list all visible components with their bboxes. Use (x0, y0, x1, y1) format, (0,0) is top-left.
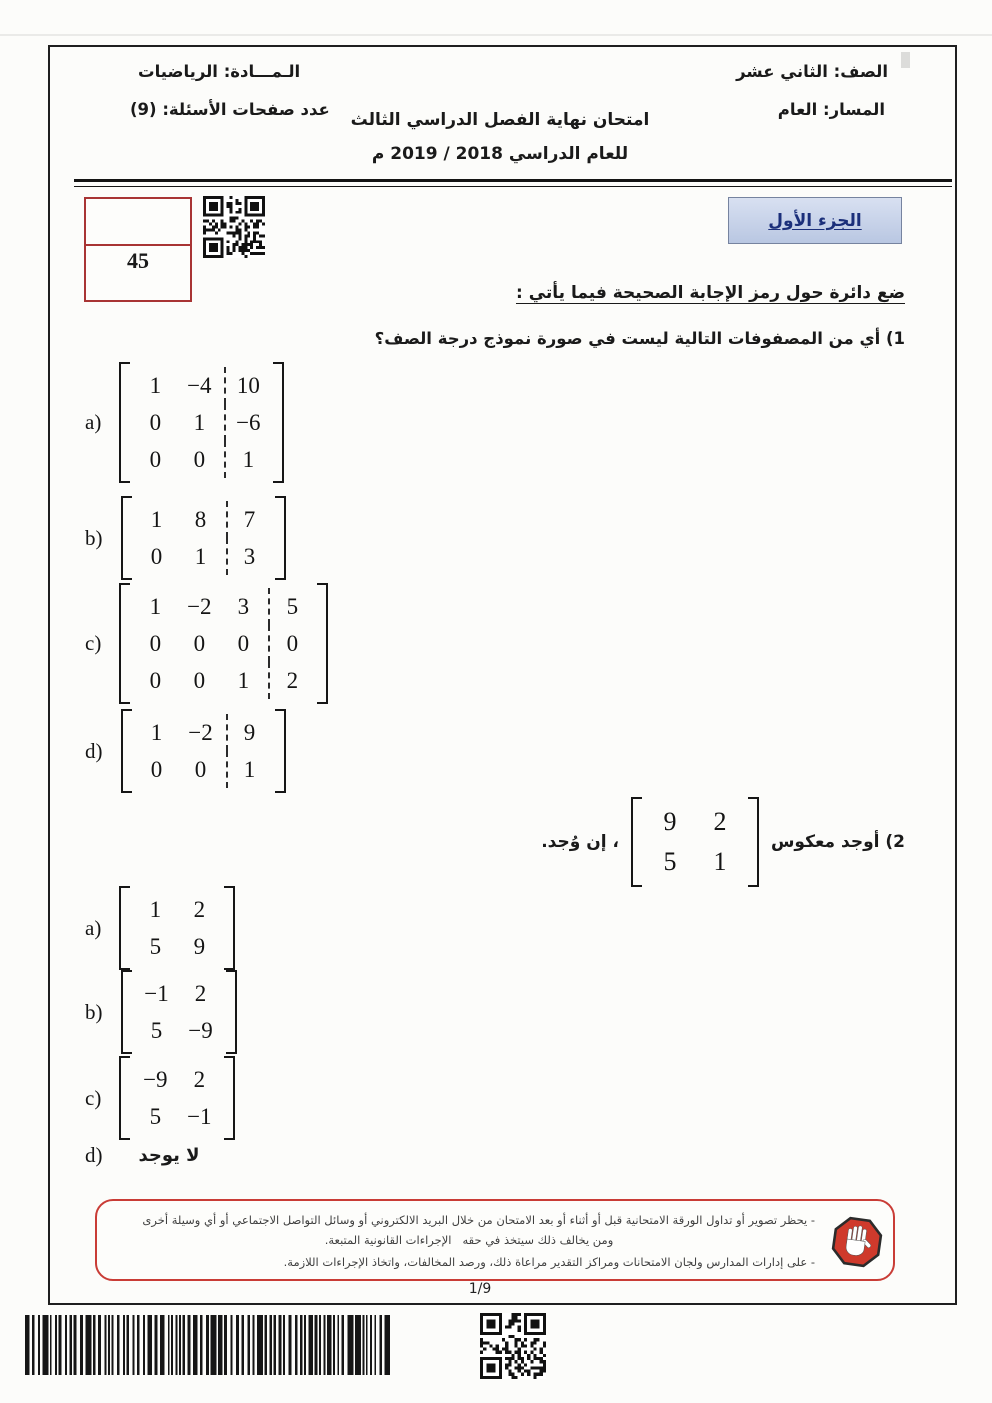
q1-option-d-matrix: 1 −2 9 0 0 1 (121, 709, 286, 793)
question-2-text-suffix: ، إن وُجد. (541, 832, 619, 852)
header-divider (74, 179, 952, 187)
warning-line-2: ومن يخالف ذلك سيتخذ في حقه الإجراءات القانونية المتبعة. (324, 1233, 614, 1248)
question-2-text: 2) أوجد معكوس (770, 832, 905, 852)
q2-option-d (85, 1143, 200, 1168)
q1-option-a (85, 362, 284, 483)
q2-option-c-matrix: −9 2 5 −1 (119, 1056, 235, 1140)
q1-option-c (85, 583, 328, 704)
q2-option-a-matrix: 1 2 5 9 (119, 886, 235, 970)
warning-box (95, 1199, 895, 1281)
q2-option-d-label: d) (85, 1143, 103, 1167)
stop-hand-icon (831, 1216, 883, 1268)
instructions-heading: ضع دائرة حول رمز الإجابة الصحيحة فيما يأتي : (515, 283, 905, 303)
q2-option-c-label: c) (85, 1085, 102, 1110)
class-label: الصف: الثاني عشر (736, 62, 888, 81)
scan-smudge (901, 52, 910, 68)
q1-option-d (85, 709, 286, 793)
qr-code-icon (203, 196, 265, 258)
question-2 (541, 797, 905, 887)
q2-option-b-label: b) (85, 999, 103, 1024)
q1-option-c-matrix: 1 −2 3 5 0 0 0 0 0 0 1 2 (119, 583, 328, 704)
score-total: 45 (127, 248, 149, 273)
score-box-empty-cell (86, 199, 190, 246)
exam-title-line2: للعام الدراسي 2018 / 2019 م (371, 144, 629, 164)
page-number: 1/9 (468, 1281, 492, 1297)
q2-option-d-text: لا يوجد (138, 1145, 200, 1166)
q1-option-b-label: b) (85, 525, 103, 550)
score-box (84, 197, 192, 302)
q2-option-a (85, 886, 235, 970)
question-1-text: 1) أي من المصفوفات التالية ليست في صورة نموذج درجة الصف؟ (374, 329, 905, 348)
exam-title-line1: امتحان نهاية الفصل الدراسي الثالث (350, 110, 650, 130)
barcode-icon (25, 1315, 390, 1375)
q1-option-a-matrix: 1 −4 10 0 1 −6 0 0 1 (119, 362, 284, 483)
q2-option-a-label: a) (85, 915, 102, 940)
warning-line-3: - على إدارات المدارس ولجان الامتحانات ومراكز التقدير مراعاة ذلك، ورصد المخالفات، واتخاذ الإجراءات اللازمة. (283, 1255, 815, 1270)
q1-option-b-matrix: 1 8 7 0 1 3 (121, 496, 286, 580)
pages-count-label: عدد صفحات الأسئلة: (9) (130, 100, 330, 119)
q2-option-b (85, 970, 237, 1054)
q1-option-a-label: a) (85, 410, 102, 434)
q1-option-d-label: d) (85, 738, 103, 763)
part-one-badge (728, 197, 902, 244)
q1-option-b (85, 496, 286, 580)
part-one-label: الجزء الأول (768, 210, 862, 231)
qr-code-icon-bottom (480, 1313, 546, 1379)
track-label: المسار: العام (777, 100, 885, 119)
q2-option-c (85, 1056, 235, 1140)
q1-option-c-label: c) (85, 631, 102, 655)
subject-label: الـمـــادة: الرياضيات (138, 62, 301, 81)
q2-option-b-matrix: −1 2 5 −9 (121, 970, 237, 1054)
question-2-matrix: 9 2 5 1 (631, 797, 759, 887)
scan-artifact-line (0, 34, 992, 36)
warning-line-1: - يحظر تصوير أو تداول الورقة الامتحانية قبل أو أثناء أو بعد الامتحان من خلال البريد الالكتروني أو وسائل التواصل الاجتماعي أو أي وسيلة أخرى (142, 1213, 815, 1227)
